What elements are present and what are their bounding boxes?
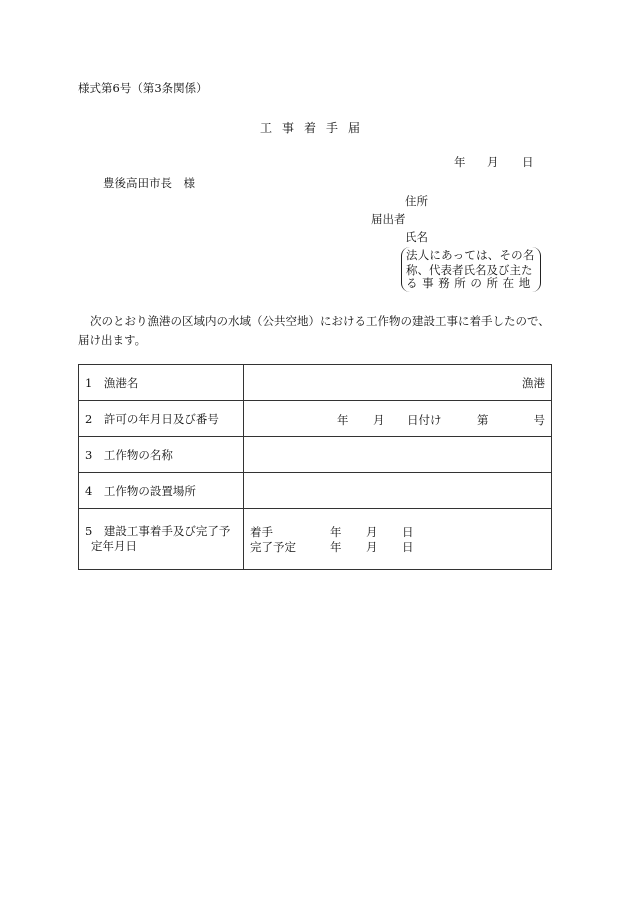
addressee: 豊後高田市長 様 (103, 176, 195, 190)
row-number: 2 (85, 411, 93, 426)
table-row (79, 437, 552, 473)
start-day-label: 日 (402, 525, 414, 539)
installation-place-value-cell[interactable] (244, 473, 552, 509)
body-paragraph: 次のとおり漁港の区域内の水域（公共空地）における工作物の建設工事に着手したので、届け出ます。 (78, 314, 550, 347)
table-row (79, 509, 552, 570)
table-row (79, 473, 552, 509)
row-label: 工作物の設置場所 (103, 483, 196, 498)
row-label-line-2: 定年月日 (91, 539, 137, 553)
start-month-label: 月 (366, 525, 378, 539)
completion-label: 完了予定 (250, 540, 296, 554)
row-label-cell (79, 401, 244, 437)
fishing-port-value-cell[interactable] (244, 365, 552, 401)
address-label: 住所 (405, 194, 428, 208)
completion-month-label: 月 (366, 540, 378, 554)
permit-go-label: 号 (533, 413, 545, 427)
completion-year-label: 年 (330, 540, 342, 554)
date-day-label: 日 (522, 155, 534, 169)
start-label: 着手 (250, 525, 273, 539)
row-label: 漁港名 (103, 375, 139, 390)
structure-name-value-cell[interactable] (244, 437, 552, 473)
form-table (78, 364, 552, 570)
row-label-cell (79, 473, 244, 509)
row-number: 5 (85, 524, 93, 538)
permit-year-label: 年 (337, 413, 349, 427)
corporate-note-line-3: る事務所の所在地 (406, 276, 535, 290)
fishing-port-suffix: 漁港 (522, 375, 545, 390)
corporate-note-line-1: 法人にあっては、その名 (406, 248, 535, 262)
table-row (79, 365, 552, 401)
row-label: 工作物の名称 (103, 447, 173, 462)
row-number: 1 (85, 375, 93, 390)
document-title: 工事着手届 (259, 121, 370, 135)
completion-day-label: 日 (402, 540, 414, 554)
row-label: 許可の年月日及び番号 (103, 411, 219, 426)
name-label: 氏名 (405, 230, 428, 244)
applicant-label: 届出者 (371, 212, 406, 226)
row-number: 3 (85, 447, 93, 462)
corporate-note-line-2: 称、代表者氏名及び主た (406, 263, 533, 277)
row-label-cell (79, 365, 244, 401)
form-number-label: 様式第6号（第3条関係） (78, 81, 208, 95)
date-year-label: 年 (454, 155, 466, 169)
table-row (79, 401, 552, 437)
permit-day-label: 日付け (407, 413, 442, 427)
row-label-line-1: 建設工事着手及び完了予 (103, 524, 231, 538)
row-label-cell (79, 509, 244, 570)
row-number: 4 (85, 483, 93, 498)
permit-month-label: 月 (373, 413, 385, 427)
permit-dai-label: 第 (477, 413, 489, 427)
start-year-label: 年 (330, 525, 342, 539)
permit-value-cell[interactable] (244, 401, 552, 437)
construction-dates-value-cell[interactable] (244, 509, 552, 570)
row-label-cell (79, 437, 244, 473)
date-month-label: 月 (487, 155, 499, 169)
